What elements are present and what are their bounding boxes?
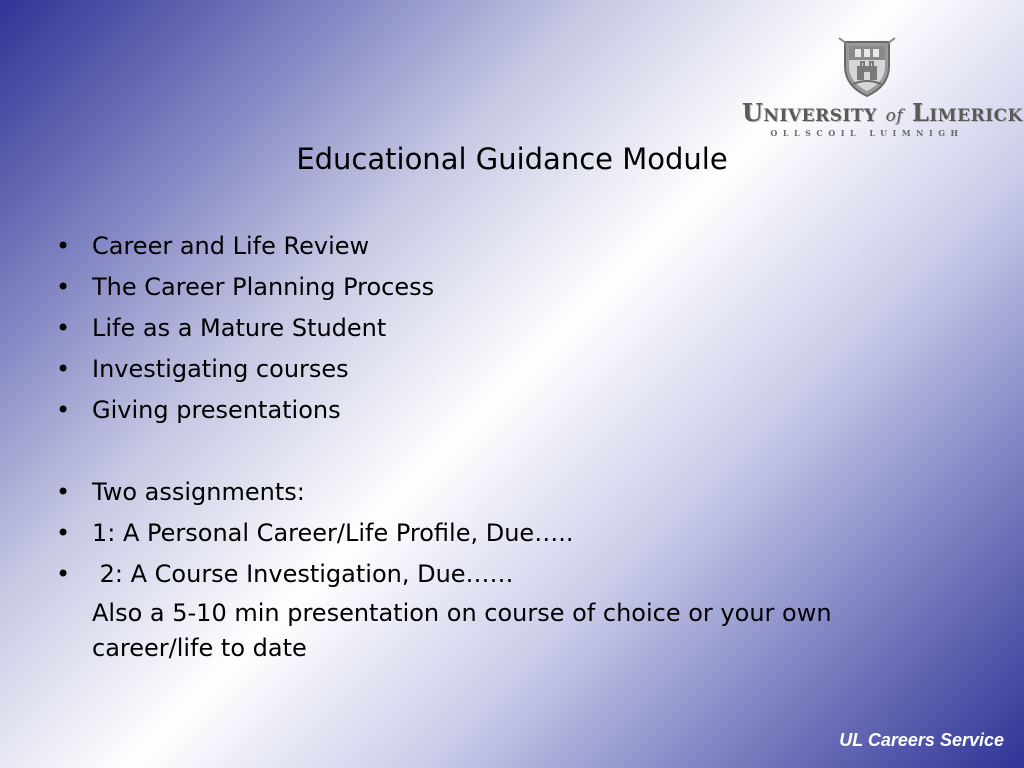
- bullet-icon: •: [56, 519, 71, 547]
- footer-label: UL Careers Service: [839, 730, 1004, 750]
- logo-name-part1: University: [742, 98, 877, 127]
- logo-subtitle: OLLSCOIL LUIMNIGH: [770, 128, 964, 138]
- bullet-icon: •: [56, 314, 71, 342]
- list-item-text: 2: A Course Investigation, Due……: [92, 560, 514, 588]
- university-logo: [742, 36, 1023, 140]
- list-item-text: Investigating courses: [92, 355, 349, 383]
- logo-name-part2: Limerick: [911, 98, 1023, 127]
- bullet-icon: •: [56, 355, 71, 383]
- bullet-list: [56, 226, 956, 595]
- bullet-icon: •: [56, 560, 71, 588]
- list-item-text: Career and Life Review: [92, 232, 370, 260]
- list-item: [56, 349, 956, 390]
- list-item: [56, 390, 956, 431]
- logo-name-of: of: [885, 106, 904, 126]
- list-item-text: Giving presentations: [92, 396, 341, 424]
- list-item: [56, 308, 956, 349]
- list-item: [56, 472, 956, 513]
- list-item-text: Life as a Mature Student: [92, 314, 387, 342]
- university-crest-icon: [835, 36, 899, 98]
- list-item: [56, 554, 956, 595]
- bullet-icon: •: [56, 396, 71, 424]
- bullet-icon: •: [56, 273, 71, 301]
- list-item: [56, 513, 956, 554]
- list-item: [56, 267, 956, 308]
- list-spacer: [56, 431, 956, 472]
- slide-title: Educational Guidance Module: [296, 142, 728, 176]
- bullet-icon: •: [56, 478, 71, 506]
- list-item: [56, 226, 956, 267]
- logo-wordmark: [742, 98, 1023, 127]
- list-item-text: 1: A Personal Career/Life Profile, Due…..: [92, 519, 574, 547]
- list-item-text: The Career Planning Process: [92, 273, 435, 301]
- presentation-note: Also a 5-10 min presentation on course of choice or your own career/life to date: [92, 599, 832, 662]
- bullet-icon: •: [56, 232, 71, 260]
- list-item-text: Two assignments:: [92, 478, 305, 506]
